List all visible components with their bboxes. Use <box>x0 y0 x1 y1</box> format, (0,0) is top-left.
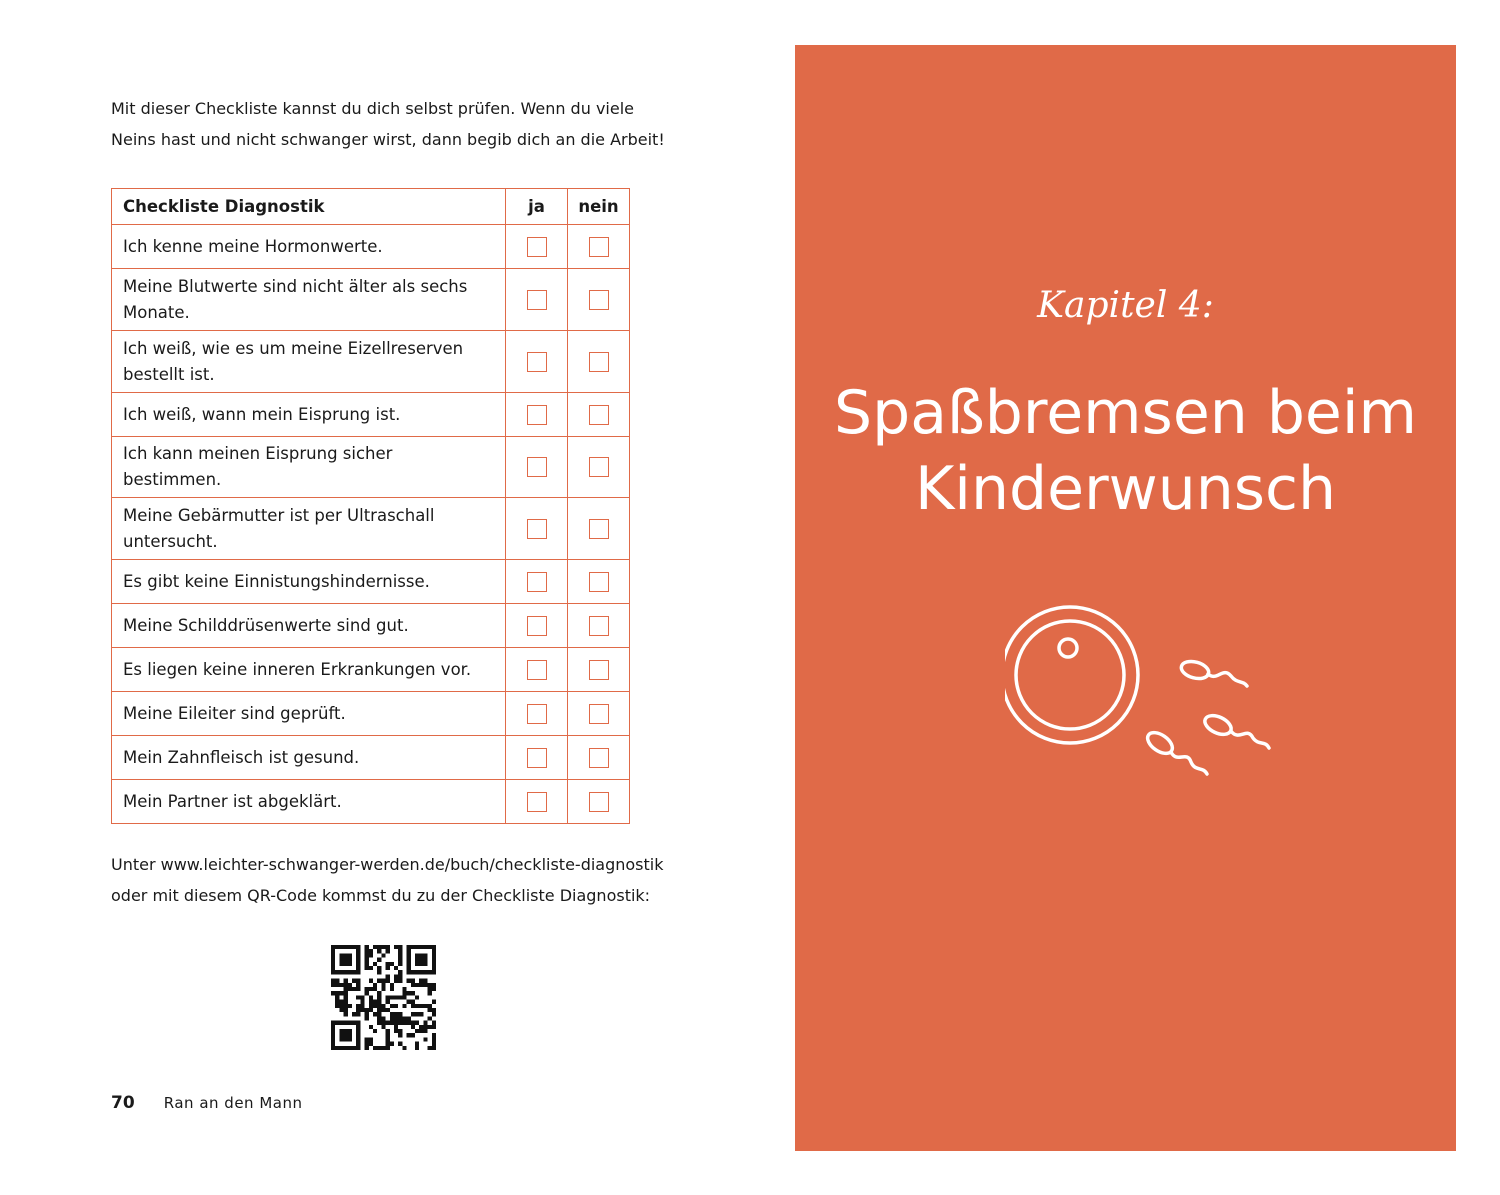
table-row <box>112 692 630 736</box>
col-no-header: nein <box>568 189 630 225</box>
chapter-title-line-1: Spaßbremsen beim <box>834 378 1417 448</box>
checklist-table <box>111 188 630 824</box>
yes-checkbox[interactable] <box>527 290 547 310</box>
yes-checkbox[interactable] <box>527 704 547 724</box>
no-checkbox[interactable] <box>589 792 609 812</box>
table-row <box>112 648 630 692</box>
table-row <box>112 780 630 824</box>
checklist-title: Checkliste Diagnostik <box>112 189 506 225</box>
table-row <box>112 437 630 498</box>
yes-checkbox[interactable] <box>527 519 547 539</box>
checklist-item-label: Meine Gebärmutter ist per Ultraschall untersucht. <box>112 498 506 560</box>
checklist-item-label: Es gibt keine Einnistungshindernisse. <box>112 560 506 604</box>
page-number: 70 <box>111 1093 135 1113</box>
no-checkbox[interactable] <box>589 290 609 310</box>
no-checkbox[interactable] <box>589 352 609 372</box>
no-checkbox[interactable] <box>589 572 609 592</box>
table-row <box>112 269 630 331</box>
chapter-title <box>795 375 1456 527</box>
checklist-item-label: Ich weiß, wie es um meine Eizellreserven bestellt ist. <box>112 331 506 393</box>
yes-checkbox[interactable] <box>527 405 547 425</box>
intro-text <box>111 93 671 155</box>
table-row <box>112 393 630 437</box>
table-row <box>112 560 630 604</box>
col-yes-header: ja <box>506 189 568 225</box>
checklist-item-label: Ich kenne meine Hormonwerte. <box>112 225 506 269</box>
no-checkbox[interactable] <box>589 237 609 257</box>
qr-code-icon[interactable] <box>331 945 436 1050</box>
table-header-row <box>112 189 630 225</box>
page-footer <box>111 1093 302 1113</box>
yes-checkbox[interactable] <box>527 572 547 592</box>
checklist-item-label: Es liegen keine inneren Erkrankungen vor. <box>112 648 506 692</box>
link-text <box>111 849 711 911</box>
yes-checkbox[interactable] <box>527 352 547 372</box>
checklist-item-label: Mein Zahnfleisch ist gesund. <box>112 736 506 780</box>
checklist-item-label: Meine Blutwerte sind nicht älter als sechs Monate. <box>112 269 506 331</box>
checklist-item-label: Meine Schilddrüsenwerte sind gut. <box>112 604 506 648</box>
intro-line-2: Neins hast und nicht schwanger wirst, dann begib dich an die Arbeit! <box>111 130 665 149</box>
yes-checkbox[interactable] <box>527 660 547 680</box>
chapter-label: Kapitel 4: <box>1037 285 1214 326</box>
egg-sperm-icon <box>1005 590 1275 830</box>
checklist-item-label: Meine Eileiter sind geprüft. <box>112 692 506 736</box>
link-line-2: oder mit diesem QR-Code kommst du zu der Checkliste Diagnostik: <box>111 886 651 905</box>
no-checkbox[interactable] <box>589 616 609 636</box>
no-checkbox[interactable] <box>589 660 609 680</box>
chapter-page <box>795 45 1456 1151</box>
yes-checkbox[interactable] <box>527 792 547 812</box>
no-checkbox[interactable] <box>589 519 609 539</box>
table-row <box>112 604 630 648</box>
no-checkbox[interactable] <box>589 704 609 724</box>
table-row <box>112 331 630 393</box>
chapter-title-line-2: Kinderwunsch <box>914 454 1337 524</box>
yes-checkbox[interactable] <box>527 457 547 477</box>
checklist-item-label: Ich weiß, wann mein Eisprung ist. <box>112 393 506 437</box>
checklist-item-label: Ich kann meinen Eisprung sicher bestimmen. <box>112 437 506 498</box>
yes-checkbox[interactable] <box>527 748 547 768</box>
table-row <box>112 225 630 269</box>
checklist-item-label: Mein Partner ist abgeklärt. <box>112 780 506 824</box>
table-row <box>112 736 630 780</box>
yes-checkbox[interactable] <box>527 237 547 257</box>
running-title: Ran an den Mann <box>163 1094 303 1112</box>
yes-checkbox[interactable] <box>527 616 547 636</box>
no-checkbox[interactable] <box>589 748 609 768</box>
intro-line-1: Mit dieser Checkliste kannst du dich selbst prüfen. Wenn du viele <box>111 99 634 118</box>
table-row <box>112 498 630 560</box>
no-checkbox[interactable] <box>589 405 609 425</box>
link-line-1[interactable]: Unter www.leichter-schwanger-werden.de/buch/checkliste-diagnostik <box>111 855 664 874</box>
no-checkbox[interactable] <box>589 457 609 477</box>
